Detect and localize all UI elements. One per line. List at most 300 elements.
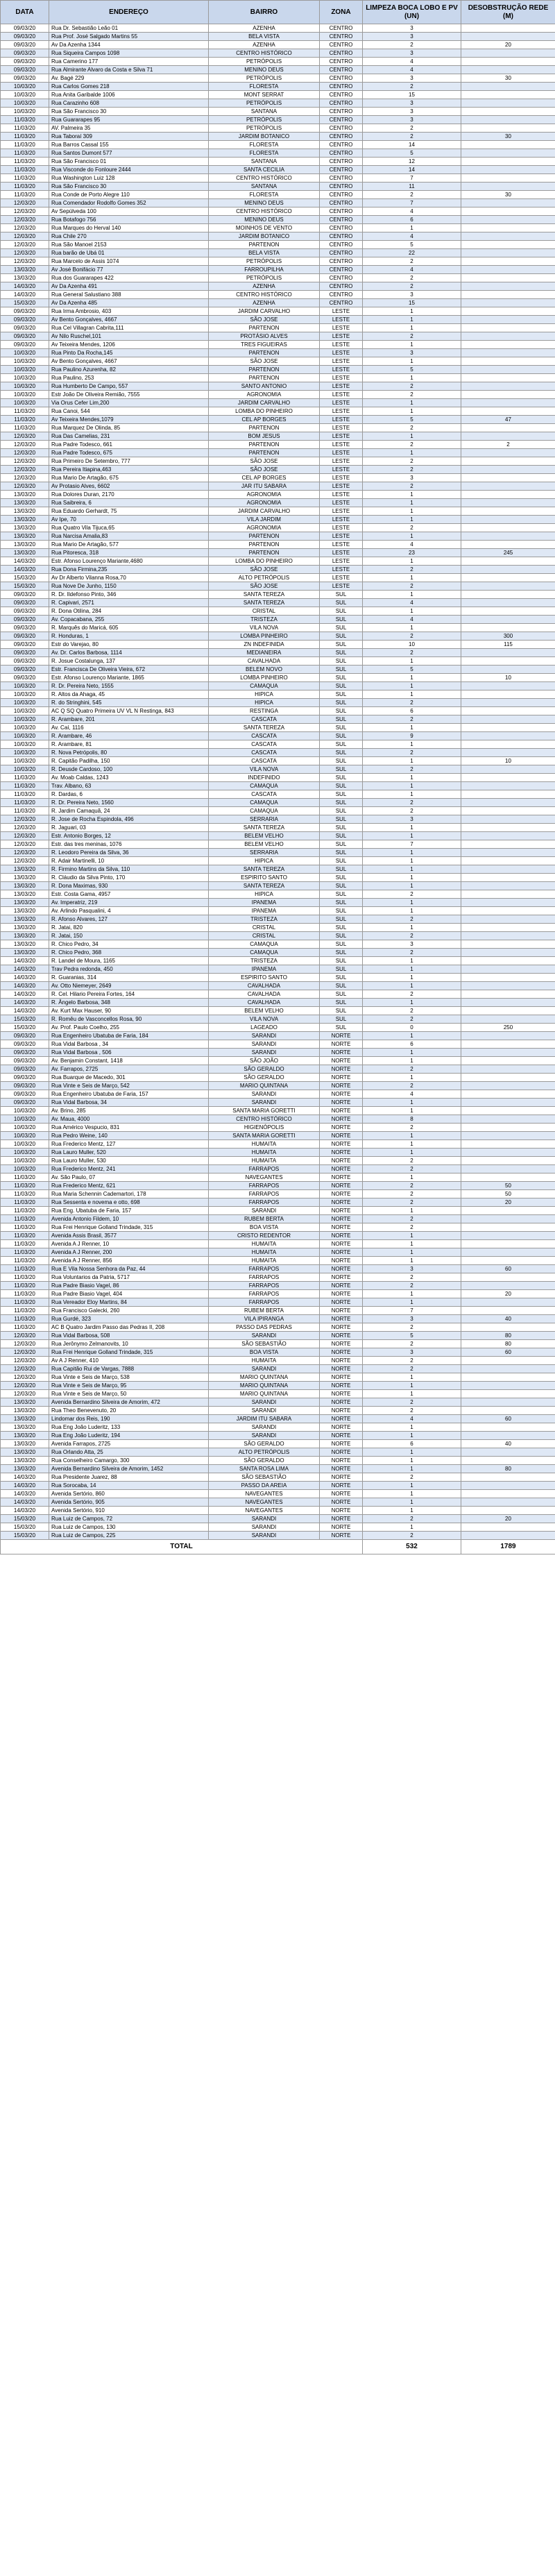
- cell-desobstrucao[interactable]: [461, 1132, 555, 1140]
- cell-bairro[interactable]: SARANDI: [209, 1523, 320, 1532]
- cell-desobstrucao[interactable]: [461, 33, 555, 41]
- cell-bairro[interactable]: VILA IPIRANGA: [209, 1315, 320, 1323]
- cell-bairro[interactable]: SANTA CECILIA: [209, 166, 320, 174]
- cell-data[interactable]: 09/03/20: [1, 624, 49, 632]
- cell-limpeza[interactable]: 2: [363, 1198, 461, 1207]
- cell-bairro[interactable]: ALTO PETRÓPOLIS: [209, 574, 320, 582]
- cell-desobstrucao[interactable]: [461, 99, 555, 108]
- cell-zona[interactable]: NORTE: [320, 1090, 363, 1099]
- cell-bairro[interactable]: BELEM VELHO: [209, 832, 320, 840]
- cell-bairro[interactable]: PARTENON: [209, 541, 320, 549]
- cell-endereco[interactable]: Av Sepúlveda 100: [49, 207, 209, 216]
- cell-bairro[interactable]: CASCATA: [209, 757, 320, 765]
- cell-endereco[interactable]: Estr do Varejao, 80: [49, 641, 209, 649]
- cell-bairro[interactable]: FLORESTA: [209, 149, 320, 158]
- cell-bairro[interactable]: PARTENON: [209, 441, 320, 449]
- cell-limpeza[interactable]: 23: [363, 549, 461, 557]
- cell-zona[interactable]: SUL: [320, 732, 363, 740]
- cell-data[interactable]: 13/03/20: [1, 1423, 49, 1432]
- cell-data[interactable]: 11/03/20: [1, 782, 49, 790]
- cell-endereco[interactable]: Rua dos Guararapes 422: [49, 274, 209, 282]
- cell-zona[interactable]: SUL: [320, 749, 363, 757]
- cell-endereco[interactable]: Rua Mario De Artagão, 675: [49, 474, 209, 482]
- cell-desobstrucao[interactable]: 47: [461, 416, 555, 424]
- cell-limpeza[interactable]: 2: [363, 1124, 461, 1132]
- cell-desobstrucao[interactable]: 30: [461, 191, 555, 199]
- cell-zona[interactable]: LESTE: [320, 382, 363, 391]
- cell-bairro[interactable]: SÃO JOSE: [209, 316, 320, 324]
- cell-bairro[interactable]: IPANEMA: [209, 907, 320, 915]
- cell-desobstrucao[interactable]: [461, 857, 555, 865]
- cell-data[interactable]: 13/03/20: [1, 890, 49, 899]
- cell-desobstrucao[interactable]: [461, 516, 555, 524]
- cell-data[interactable]: 11/03/20: [1, 1215, 49, 1223]
- cell-bairro[interactable]: HUMAITA: [209, 1140, 320, 1149]
- cell-endereco[interactable]: R. Dona Otilina, 284: [49, 607, 209, 616]
- cell-bairro[interactable]: PROTÁSIO ALVES: [209, 332, 320, 341]
- cell-limpeza[interactable]: 1: [363, 557, 461, 566]
- cell-bairro[interactable]: SARANDI: [209, 1332, 320, 1340]
- cell-zona[interactable]: SUL: [320, 649, 363, 657]
- cell-limpeza[interactable]: 2: [363, 482, 461, 491]
- cell-data[interactable]: 12/03/20: [1, 832, 49, 840]
- cell-limpeza[interactable]: 2: [363, 1323, 461, 1332]
- cell-desobstrucao[interactable]: [461, 765, 555, 774]
- cell-data[interactable]: 10/03/20: [1, 765, 49, 774]
- cell-endereco[interactable]: Rua Lauro Muller, 520: [49, 1149, 209, 1157]
- cell-endereco[interactable]: Rua Paulino, 253: [49, 374, 209, 382]
- cell-bairro[interactable]: SANTO ANTONIO: [209, 382, 320, 391]
- cell-endereco[interactable]: Rua Frei Henrique Golland Trindade, 315: [49, 1348, 209, 1357]
- cell-desobstrucao[interactable]: [461, 865, 555, 874]
- cell-limpeza[interactable]: 1: [363, 1140, 461, 1149]
- cell-desobstrucao[interactable]: [461, 507, 555, 516]
- cell-endereco[interactable]: Rua Vidal Barbosa , 506: [49, 1049, 209, 1057]
- cell-zona[interactable]: NORTE: [320, 1190, 363, 1198]
- cell-bairro[interactable]: SERRARIA: [209, 849, 320, 857]
- cell-limpeza[interactable]: 1: [363, 1457, 461, 1465]
- cell-endereco[interactable]: Rua Narcisa Amalia,83: [49, 532, 209, 541]
- cell-endereco[interactable]: Estr. Antonio Borges, 12: [49, 832, 209, 840]
- cell-zona[interactable]: NORTE: [320, 1515, 363, 1523]
- cell-bairro[interactable]: SARANDI: [209, 1207, 320, 1215]
- cell-endereco[interactable]: R. Leodoro Pereira da Silva, 36: [49, 849, 209, 857]
- cell-desobstrucao[interactable]: [461, 66, 555, 74]
- cell-zona[interactable]: SUL: [320, 899, 363, 907]
- cell-zona[interactable]: NORTE: [320, 1248, 363, 1257]
- cell-data[interactable]: 12/03/20: [1, 815, 49, 824]
- cell-bairro[interactable]: HIPICA: [209, 857, 320, 865]
- cell-data[interactable]: 09/03/20: [1, 649, 49, 657]
- cell-limpeza[interactable]: 2: [363, 83, 461, 91]
- cell-endereco[interactable]: Estr João De Oliveira Remião, 7555: [49, 391, 209, 399]
- cell-data[interactable]: 11/03/20: [1, 416, 49, 424]
- cell-zona[interactable]: CENTRO: [320, 299, 363, 307]
- cell-data[interactable]: 09/03/20: [1, 591, 49, 599]
- cell-zona[interactable]: LESTE: [320, 332, 363, 341]
- cell-limpeza[interactable]: 2: [363, 1165, 461, 1173]
- cell-bairro[interactable]: SANTA TEREZA: [209, 591, 320, 599]
- cell-endereco[interactable]: Rua Cel Villagran Cabrita,111: [49, 324, 209, 332]
- cell-bairro[interactable]: CAVALHADA: [209, 990, 320, 999]
- cell-data[interactable]: 14/03/20: [1, 965, 49, 974]
- cell-endereco[interactable]: Rua Humberto De Campo, 557: [49, 382, 209, 391]
- cell-desobstrucao[interactable]: 60: [461, 1348, 555, 1357]
- cell-data[interactable]: 12/03/20: [1, 1365, 49, 1373]
- cell-data[interactable]: 10/03/20: [1, 757, 49, 765]
- cell-zona[interactable]: NORTE: [320, 1498, 363, 1507]
- cell-limpeza[interactable]: 3: [363, 349, 461, 357]
- cell-bairro[interactable]: MENINO DEUS: [209, 199, 320, 207]
- cell-data[interactable]: 12/03/20: [1, 207, 49, 216]
- cell-limpeza[interactable]: 2: [363, 566, 461, 574]
- cell-desobstrucao[interactable]: [461, 232, 555, 241]
- cell-bairro[interactable]: MARIO QUINTANA: [209, 1390, 320, 1398]
- cell-zona[interactable]: NORTE: [320, 1182, 363, 1190]
- cell-zona[interactable]: NORTE: [320, 1390, 363, 1398]
- cell-limpeza[interactable]: 1: [363, 957, 461, 965]
- cell-desobstrucao[interactable]: [461, 116, 555, 124]
- cell-desobstrucao[interactable]: [461, 807, 555, 815]
- cell-desobstrucao[interactable]: [461, 832, 555, 840]
- cell-limpeza[interactable]: 4: [363, 266, 461, 274]
- cell-endereco[interactable]: Rua São Francisco 01: [49, 158, 209, 166]
- cell-endereco[interactable]: Avenida Sertório, 860: [49, 1490, 209, 1498]
- cell-data[interactable]: 10/03/20: [1, 83, 49, 91]
- cell-zona[interactable]: NORTE: [320, 1357, 363, 1365]
- cell-desobstrucao[interactable]: 245: [461, 549, 555, 557]
- cell-zona[interactable]: NORTE: [320, 1415, 363, 1423]
- cell-limpeza[interactable]: 1: [363, 1232, 461, 1240]
- cell-limpeza[interactable]: 1: [363, 690, 461, 699]
- cell-endereco[interactable]: R. Arambare, 201: [49, 715, 209, 724]
- cell-bairro[interactable]: PARTENON: [209, 366, 320, 374]
- cell-endereco[interactable]: Rua São Francisco 30: [49, 108, 209, 116]
- cell-data[interactable]: 10/03/20: [1, 108, 49, 116]
- cell-endereco[interactable]: Avenida Bernardino Silveira de Amorim, 1452: [49, 1465, 209, 1473]
- cell-data[interactable]: 09/03/20: [1, 607, 49, 616]
- cell-limpeza[interactable]: 1: [363, 724, 461, 732]
- cell-desobstrucao[interactable]: [461, 1432, 555, 1440]
- cell-bairro[interactable]: PARTENON: [209, 241, 320, 249]
- cell-zona[interactable]: NORTE: [320, 1465, 363, 1473]
- cell-limpeza[interactable]: 2: [363, 890, 461, 899]
- cell-limpeza[interactable]: 1: [363, 899, 461, 907]
- cell-zona[interactable]: SUL: [320, 990, 363, 999]
- cell-desobstrucao[interactable]: [461, 1423, 555, 1432]
- cell-bairro[interactable]: SÃO JOSE: [209, 457, 320, 466]
- cell-bairro[interactable]: BOA VISTA: [209, 1223, 320, 1232]
- cell-endereco[interactable]: Estr. das tres meninas, 1076: [49, 840, 209, 849]
- cell-endereco[interactable]: Av Da Azenha 1344: [49, 41, 209, 49]
- cell-limpeza[interactable]: 10: [363, 641, 461, 649]
- cell-data[interactable]: 14/03/20: [1, 1507, 49, 1515]
- cell-limpeza[interactable]: 3: [363, 1315, 461, 1323]
- cell-data[interactable]: 14/03/20: [1, 999, 49, 1007]
- cell-data[interactable]: 11/03/20: [1, 424, 49, 432]
- cell-zona[interactable]: SUL: [320, 666, 363, 674]
- cell-endereco[interactable]: Rua Frei Henrique Golland Trindade, 315: [49, 1223, 209, 1232]
- cell-limpeza[interactable]: 1: [363, 499, 461, 507]
- cell-zona[interactable]: LESTE: [320, 407, 363, 416]
- cell-endereco[interactable]: Avenida Assis Brasil, 3577: [49, 1232, 209, 1240]
- cell-limpeza[interactable]: 2: [363, 41, 461, 49]
- cell-zona[interactable]: SUL: [320, 957, 363, 965]
- cell-zona[interactable]: LESTE: [320, 549, 363, 557]
- cell-limpeza[interactable]: 2: [363, 915, 461, 924]
- cell-bairro[interactable]: AZENHA: [209, 24, 320, 33]
- cell-zona[interactable]: LESTE: [320, 557, 363, 566]
- cell-zona[interactable]: SUL: [320, 624, 363, 632]
- cell-limpeza[interactable]: 2: [363, 1190, 461, 1198]
- cell-zona[interactable]: CENTRO: [320, 232, 363, 241]
- cell-data[interactable]: 13/03/20: [1, 865, 49, 874]
- cell-bairro[interactable]: FARRAPOS: [209, 1265, 320, 1273]
- cell-bairro[interactable]: HUMAITA: [209, 1357, 320, 1365]
- cell-desobstrucao[interactable]: [461, 990, 555, 999]
- cell-desobstrucao[interactable]: 20: [461, 1198, 555, 1207]
- cell-data[interactable]: 13/03/20: [1, 899, 49, 907]
- cell-limpeza[interactable]: 2: [363, 1282, 461, 1290]
- cell-zona[interactable]: LESTE: [320, 449, 363, 457]
- cell-desobstrucao[interactable]: [461, 1473, 555, 1482]
- cell-desobstrucao[interactable]: [461, 1157, 555, 1165]
- cell-data[interactable]: 09/03/20: [1, 49, 49, 58]
- cell-desobstrucao[interactable]: [461, 1165, 555, 1173]
- cell-limpeza[interactable]: 4: [363, 1090, 461, 1099]
- cell-desobstrucao[interactable]: [461, 1323, 555, 1332]
- cell-desobstrucao[interactable]: 80: [461, 1465, 555, 1473]
- cell-zona[interactable]: SUL: [320, 657, 363, 666]
- cell-endereco[interactable]: Avenida A J Renner, 856: [49, 1257, 209, 1265]
- cell-desobstrucao[interactable]: 115: [461, 641, 555, 649]
- cell-endereco[interactable]: R. Adair Martinelli, 10: [49, 857, 209, 865]
- cell-zona[interactable]: LESTE: [320, 574, 363, 582]
- cell-data[interactable]: 14/03/20: [1, 557, 49, 566]
- cell-limpeza[interactable]: 3: [363, 49, 461, 58]
- cell-bairro[interactable]: CAVALHADA: [209, 982, 320, 990]
- cell-bairro[interactable]: FARRAPOS: [209, 1282, 320, 1290]
- cell-desobstrucao[interactable]: [461, 1232, 555, 1240]
- cell-limpeza[interactable]: 6: [363, 1040, 461, 1049]
- cell-zona[interactable]: SUL: [320, 965, 363, 974]
- cell-zona[interactable]: NORTE: [320, 1407, 363, 1415]
- cell-desobstrucao[interactable]: [461, 1040, 555, 1049]
- cell-zona[interactable]: NORTE: [320, 1132, 363, 1140]
- cell-data[interactable]: 09/03/20: [1, 616, 49, 624]
- cell-limpeza[interactable]: 15: [363, 91, 461, 99]
- cell-desobstrucao[interactable]: [461, 466, 555, 474]
- cell-zona[interactable]: CENTRO: [320, 166, 363, 174]
- cell-desobstrucao[interactable]: [461, 499, 555, 507]
- cell-bairro[interactable]: SARANDI: [209, 1532, 320, 1540]
- cell-zona[interactable]: CENTRO: [320, 274, 363, 282]
- cell-data[interactable]: 12/03/20: [1, 216, 49, 224]
- cell-desobstrucao[interactable]: [461, 58, 555, 66]
- cell-endereco[interactable]: Estr. Afonso Lourenço Mariante, 1865: [49, 674, 209, 682]
- cell-zona[interactable]: LESTE: [320, 416, 363, 424]
- header-zona[interactable]: ZONA: [320, 1, 363, 24]
- cell-limpeza[interactable]: 1: [363, 1032, 461, 1040]
- cell-data[interactable]: 09/03/20: [1, 307, 49, 316]
- cell-limpeza[interactable]: 7: [363, 1307, 461, 1315]
- cell-limpeza[interactable]: 1: [363, 1498, 461, 1507]
- cell-data[interactable]: 11/03/20: [1, 1323, 49, 1332]
- cell-desobstrucao[interactable]: [461, 282, 555, 291]
- cell-data[interactable]: 13/03/20: [1, 1457, 49, 1465]
- cell-desobstrucao[interactable]: [461, 249, 555, 257]
- cell-limpeza[interactable]: 3: [363, 74, 461, 83]
- cell-desobstrucao[interactable]: [461, 1124, 555, 1132]
- cell-desobstrucao[interactable]: [461, 482, 555, 491]
- cell-limpeza[interactable]: 2: [363, 632, 461, 641]
- cell-data[interactable]: 11/03/20: [1, 1223, 49, 1232]
- cell-desobstrucao[interactable]: [461, 266, 555, 274]
- cell-zona[interactable]: LESTE: [320, 482, 363, 491]
- cell-bairro[interactable]: FARRAPOS: [209, 1190, 320, 1198]
- cell-endereco[interactable]: Rua Camerino 177: [49, 58, 209, 66]
- cell-bairro[interactable]: MOINHOS DE VENTO: [209, 224, 320, 232]
- cell-limpeza[interactable]: 7: [363, 174, 461, 183]
- cell-zona[interactable]: NORTE: [320, 1082, 363, 1090]
- cell-zona[interactable]: NORTE: [320, 1323, 363, 1332]
- cell-data[interactable]: 13/03/20: [1, 274, 49, 282]
- cell-zona[interactable]: CENTRO: [320, 191, 363, 199]
- cell-bairro[interactable]: SÃO JOSE: [209, 566, 320, 574]
- cell-zona[interactable]: CENTRO: [320, 291, 363, 299]
- cell-zona[interactable]: NORTE: [320, 1382, 363, 1390]
- cell-endereco[interactable]: Rua Eng João Luderitz, 194: [49, 1432, 209, 1440]
- cell-limpeza[interactable]: 1: [363, 1248, 461, 1257]
- cell-zona[interactable]: SUL: [320, 807, 363, 815]
- cell-limpeza[interactable]: 3: [363, 291, 461, 299]
- cell-zona[interactable]: CENTRO: [320, 266, 363, 274]
- cell-limpeza[interactable]: 2: [363, 699, 461, 707]
- cell-zona[interactable]: NORTE: [320, 1365, 363, 1373]
- cell-zona[interactable]: NORTE: [320, 1523, 363, 1532]
- cell-endereco[interactable]: Av Bento Gonçalves, 4667: [49, 357, 209, 366]
- cell-endereco[interactable]: Rua Quatro Vila Tijuca,65: [49, 524, 209, 532]
- cell-limpeza[interactable]: 3: [363, 815, 461, 824]
- cell-zona[interactable]: NORTE: [320, 1348, 363, 1357]
- cell-endereco[interactable]: R. Guaranias, 314: [49, 974, 209, 982]
- cell-desobstrucao[interactable]: [461, 257, 555, 266]
- cell-limpeza[interactable]: 1: [363, 516, 461, 524]
- cell-limpeza[interactable]: 1: [363, 1432, 461, 1440]
- cell-endereco[interactable]: Rua Carazinho 608: [49, 99, 209, 108]
- cell-zona[interactable]: SUL: [320, 591, 363, 599]
- cell-bairro[interactable]: JARDIM CARVALHO: [209, 507, 320, 516]
- cell-endereco[interactable]: Rua Américo Vespucio, 831: [49, 1124, 209, 1132]
- cell-data[interactable]: 13/03/20: [1, 1432, 49, 1440]
- cell-limpeza[interactable]: 1: [363, 1373, 461, 1382]
- cell-desobstrucao[interactable]: [461, 732, 555, 740]
- cell-limpeza[interactable]: 2: [363, 524, 461, 532]
- cell-bairro[interactable]: PARTENON: [209, 449, 320, 457]
- cell-bairro[interactable]: CASCATA: [209, 749, 320, 757]
- cell-limpeza[interactable]: 2: [363, 1515, 461, 1523]
- cell-data[interactable]: 11/03/20: [1, 1273, 49, 1282]
- cell-desobstrucao[interactable]: [461, 474, 555, 482]
- cell-zona[interactable]: LESTE: [320, 432, 363, 441]
- cell-data[interactable]: 12/03/20: [1, 441, 49, 449]
- cell-data[interactable]: 13/03/20: [1, 507, 49, 516]
- cell-bairro[interactable]: SARANDI: [209, 1365, 320, 1373]
- cell-limpeza[interactable]: 1: [363, 965, 461, 974]
- cell-desobstrucao[interactable]: [461, 874, 555, 882]
- cell-limpeza[interactable]: 2: [363, 1157, 461, 1165]
- cell-zona[interactable]: LESTE: [320, 507, 363, 516]
- cell-desobstrucao[interactable]: [461, 690, 555, 699]
- cell-bairro[interactable]: VILA NOVA: [209, 1015, 320, 1024]
- cell-zona[interactable]: LESTE: [320, 582, 363, 591]
- cell-data[interactable]: 10/03/20: [1, 391, 49, 399]
- cell-endereco[interactable]: Estr. Francisca De Oliveira Vieira, 672: [49, 666, 209, 674]
- cell-endereco[interactable]: Avenida A J Renner, 200: [49, 1248, 209, 1257]
- cell-data[interactable]: 14/03/20: [1, 1482, 49, 1490]
- cell-zona[interactable]: LESTE: [320, 466, 363, 474]
- cell-limpeza[interactable]: 1: [363, 1523, 461, 1532]
- cell-zona[interactable]: CENTRO: [320, 58, 363, 66]
- cell-desobstrucao[interactable]: [461, 824, 555, 832]
- cell-bairro[interactable]: INDEFINIDO: [209, 774, 320, 782]
- cell-zona[interactable]: SUL: [320, 607, 363, 616]
- cell-endereco[interactable]: R. Jaguari, 03: [49, 824, 209, 832]
- cell-endereco[interactable]: Rua Eng João Luderitz, 133: [49, 1423, 209, 1432]
- cell-endereco[interactable]: Rua Jerônymo Zelmanovits, 10: [49, 1340, 209, 1348]
- cell-zona[interactable]: LESTE: [320, 424, 363, 432]
- cell-desobstrucao[interactable]: [461, 740, 555, 749]
- cell-limpeza[interactable]: 2: [363, 799, 461, 807]
- cell-endereco[interactable]: R. Cláudio da Silva Pinto, 170: [49, 874, 209, 882]
- cell-bairro[interactable]: FARRAPOS: [209, 1198, 320, 1207]
- cell-bairro[interactable]: PETRÓPOLIS: [209, 99, 320, 108]
- cell-data[interactable]: 11/03/20: [1, 174, 49, 183]
- cell-desobstrucao[interactable]: [461, 183, 555, 191]
- cell-limpeza[interactable]: 4: [363, 232, 461, 241]
- cell-zona[interactable]: SUL: [320, 682, 363, 690]
- cell-data[interactable]: 12/03/20: [1, 1332, 49, 1340]
- cell-bairro[interactable]: FARRAPOS: [209, 1182, 320, 1190]
- cell-endereco[interactable]: Rua Paulino Azurenha, 82: [49, 366, 209, 374]
- cell-limpeza[interactable]: 1: [363, 341, 461, 349]
- cell-data[interactable]: 12/03/20: [1, 199, 49, 207]
- cell-limpeza[interactable]: 3: [363, 1265, 461, 1273]
- cell-endereco[interactable]: Rua Gurdé, 323: [49, 1315, 209, 1323]
- cell-limpeza[interactable]: 2: [363, 1215, 461, 1223]
- cell-endereco[interactable]: R. Altos da Ahaga, 45: [49, 690, 209, 699]
- cell-data[interactable]: 11/03/20: [1, 1265, 49, 1273]
- cell-bairro[interactable]: CAMAQUA: [209, 807, 320, 815]
- cell-limpeza[interactable]: 1: [363, 857, 461, 865]
- cell-endereco[interactable]: Rua Nove De Junho, 1150: [49, 582, 209, 591]
- cell-zona[interactable]: NORTE: [320, 1307, 363, 1315]
- cell-bairro[interactable]: NAVEGANTES: [209, 1498, 320, 1507]
- cell-bairro[interactable]: MENINO DEUS: [209, 216, 320, 224]
- cell-data[interactable]: 10/03/20: [1, 349, 49, 357]
- cell-endereco[interactable]: R. Ângelo Barbosa, 348: [49, 999, 209, 1007]
- cell-zona[interactable]: SUL: [320, 890, 363, 899]
- cell-endereco[interactable]: Avenida Sertório, 910: [49, 1507, 209, 1515]
- cell-bairro[interactable]: JAR ITU SABARA: [209, 482, 320, 491]
- cell-bairro[interactable]: PARTENON: [209, 349, 320, 357]
- cell-endereco[interactable]: R. Jardim Camaquã, 24: [49, 807, 209, 815]
- cell-bairro[interactable]: CENTRO HISTÓRICO: [209, 49, 320, 58]
- cell-bairro[interactable]: TRISTEZA: [209, 957, 320, 965]
- cell-limpeza[interactable]: 2: [363, 1082, 461, 1090]
- cell-bairro[interactable]: PASSO DAS PEDRAS: [209, 1323, 320, 1332]
- cell-endereco[interactable]: Rua General Salustiano 388: [49, 291, 209, 299]
